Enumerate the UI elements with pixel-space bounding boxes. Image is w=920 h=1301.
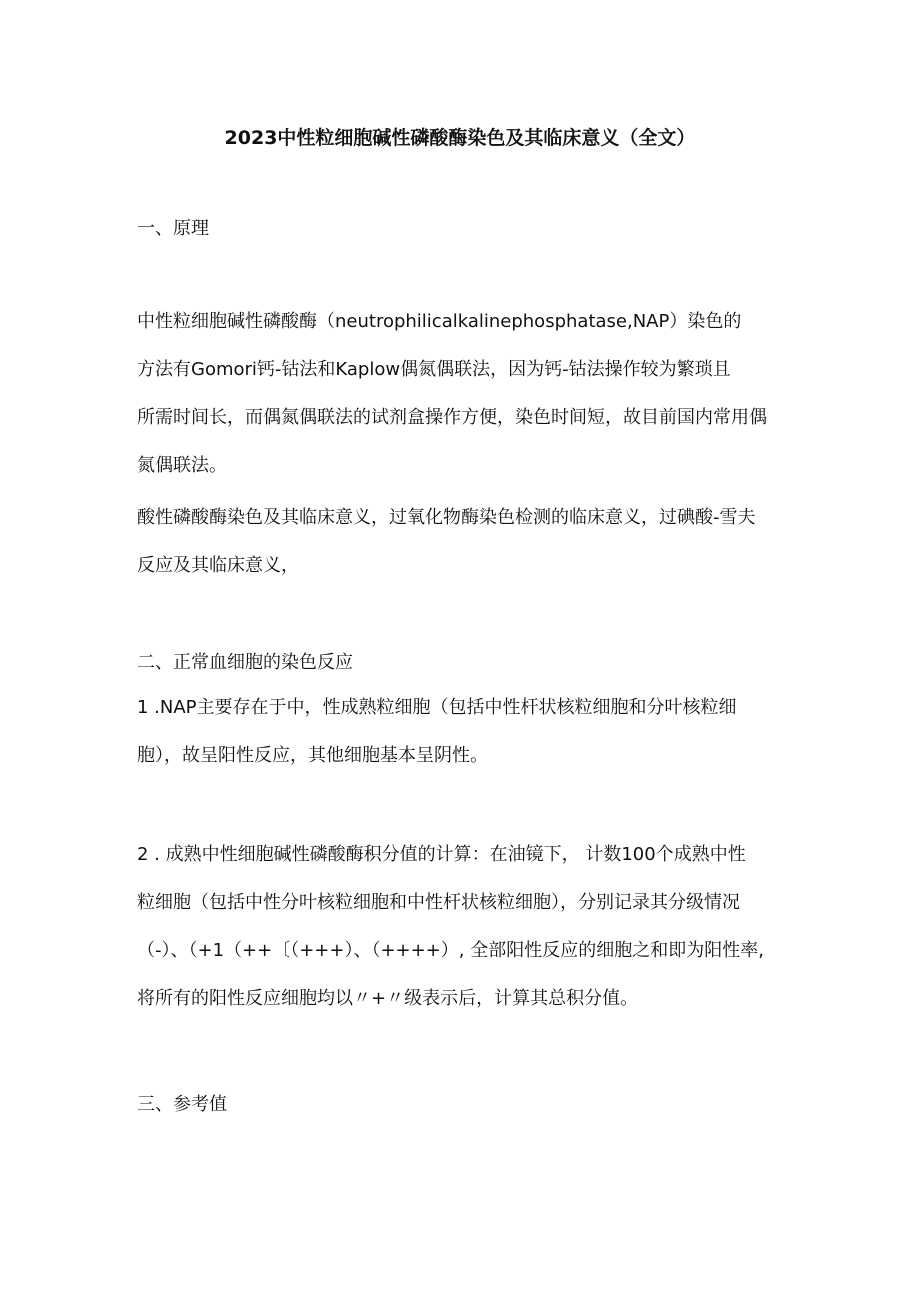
section-heading-normal-reaction: 二、正常血细胞的染色反应 bbox=[137, 652, 353, 673]
text-line: 粒细胞（包括中性分叶核粒细胞和中性杆状核粒细胞），分别记录其分级情况 bbox=[137, 892, 740, 913]
text-line: 中性粒细胞碱性磷酸酶（neutrophilicalkalinephosphatase,NAP）染色的 bbox=[137, 311, 742, 332]
paragraph-related-links bbox=[137, 494, 787, 590]
text-line: 2 . 成熟中性细胞碱性磷酸酶积分值的计算：在油镜下， 计数100个成熟中性 bbox=[137, 844, 746, 865]
text-line: （-）、（+1（++〔（+++）、（++++）, 全部阳性反应的细胞之和即为阳性率, bbox=[137, 940, 764, 961]
text-line: 氮偶联法。 bbox=[137, 455, 227, 476]
text-line: 反应及其临床意义， bbox=[137, 555, 299, 576]
section-heading-principle: 一、原理 bbox=[137, 218, 209, 239]
text-line: 酸性磷酸酶染色及其临床意义，过氧化物酶染色检测的临床意义，过碘酸-雪夫 bbox=[137, 507, 756, 528]
text-line: 胞），故呈阳性反应，其他细胞基本呈阴性。 bbox=[137, 745, 488, 766]
section-heading-reference-values: 三、参考值 bbox=[137, 1094, 227, 1115]
list-item-1 bbox=[137, 684, 787, 780]
list-item-2 bbox=[137, 831, 787, 1023]
document-title: 2023中性粒细胞碱性磷酸酶染色及其临床意义（全文） bbox=[224, 127, 696, 149]
text-line: 1 .NAP主要存在于中，性成熟粒细胞（包括中性杆状核粒细胞和分叶核粒细 bbox=[137, 697, 737, 718]
text-line: 将所有的阳性反应细胞均以〃+〃级表示后，计算其总积分值。 bbox=[137, 988, 639, 1009]
text-line: 所需时间长，而偶氮偶联法的试剂盒操作方便，染色时间短，故目前国内常用偶 bbox=[137, 407, 767, 428]
text-line: 方法有Gomori钙-钴法和Kaplow偶氮偶联法，因为钙-钴法操作较为繁琐且 bbox=[137, 359, 731, 380]
paragraph-principle-intro bbox=[137, 298, 787, 490]
